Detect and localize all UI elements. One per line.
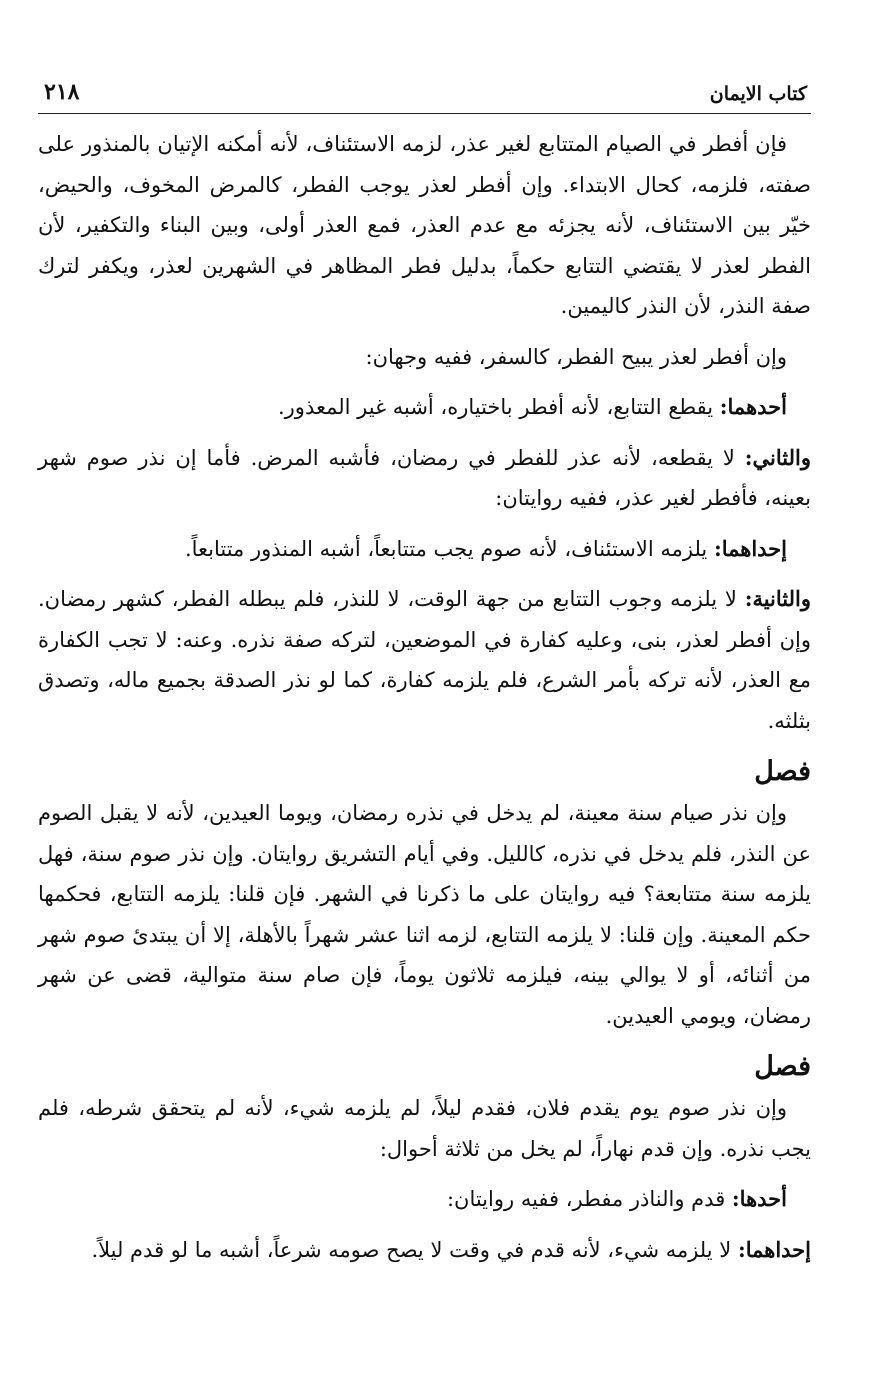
paragraph-text: يلزمه الاستئناف، لأنه صوم يجب متتابعاً، أشبه المنذور متتابعاً. <box>184 536 708 561</box>
paragraph-term: أحدها: <box>731 1186 787 1211</box>
running-title: كتاب الايمان <box>709 83 807 105</box>
paragraph-term: إحداهما: <box>713 535 787 561</box>
paragraph: وإن نذر صوم يوم يقدم فلان، فقدم ليلاً، لم يلزمه شيء، لأنه لم يتحقق شرطه، فلم يجب نذره. وإن قدم نهاراً، لم يخل من ثلاثة أحوال: <box>38 1096 811 1161</box>
paragraph <box>38 1230 811 1271</box>
section-heading: فصل <box>754 756 811 787</box>
paragraph: وإن نذر صيام سنة معينة، لم يدخل في نذره رمضان، ويوما العيدين، لأنه لا يقبل الصوم عن النذر، فلم يدخل في نذره، كالليل. وفي أيام التشريق روايتان. وإن نذر صوم سنة، فهل يلزمه سنة متتابعة؟ فيه روايتان على ما ذكرنا في الشهر. فإن قلنا: يلزمه التتابع، فحكمها حكم المعينة. وإن قلنا: لا يلزمه التتابع، لزمه اثنا عشر شهراً بالأهلة، إلا أن يبتدئ صوم شهر من أثنائه، أو لا يوالي بينه، فيلزمه ثلاثون يوماً، فإن صام سنة متوالية، قضى عن شهر رمضان، ويومي العيدين. <box>38 801 811 1028</box>
page-header <box>38 62 811 114</box>
paragraph <box>38 387 811 428</box>
page-number: ٢١٨ <box>44 79 80 105</box>
paragraph <box>38 1179 811 1220</box>
paragraph-term: أحدهما: <box>719 394 787 419</box>
section-heading: فصل <box>754 1051 811 1082</box>
paragraph: فإن أفطر في الصيام المتتابع لغير عذر، لزمه الاستئناف، لأنه أمكنه الإتيان بالمنذور على صفته، فلزمه، كحال الابتداء. وإن أفطر لعذر يوجب الفطر، كالمرض المخوف، والحيض، خيّر بين الاستئناف، لأنه يجزئه مع عدم العذر، فمع العذر أولى، وبين البناء والتكفير، لأن الفطر لعذر لا يقتضي التتابع حكماً، بدليل فطر المظاهر في الشهرين لعذر، ويكفر لترك صفة النذر، لأن النذر كاليمين. <box>38 132 811 318</box>
paragraph <box>38 438 811 519</box>
paragraph <box>38 529 811 570</box>
paragraph-text: يقطع التتابع، لأنه أفطر باختياره، أشبه غير المعذور. <box>277 395 714 419</box>
paragraph: وإن أفطر لعذر يبيح الفطر، كالسفر، ففيه وجهان: <box>365 344 787 369</box>
page-body <box>38 114 811 1270</box>
paragraph-text: لا يلزمه وجوب التتابع من جهة الوقت، لا للنذر، فلم يبطله الفطر، كشهر رمضان. وإن أفطر لعذر، بنى، وعليه كفارة في الموضعين، لتركه صفة نذره. وعنه: لا تجب الكفارة مع العذر، لأنه تركه بأمر الشرع، فلم يلزمه كفارة، كما لو نذر الصدقة بجميع ماله، وتصدق بثلثه. <box>38 587 811 733</box>
paragraph-term: والثاني: <box>744 444 811 470</box>
paragraph <box>38 579 811 741</box>
paragraph-text: قدم والناذر مفطر، ففيه روايتان: <box>446 1187 726 1211</box>
paragraph-term: والثانية: <box>744 586 811 611</box>
paragraph-text: لا يقطعه، لأنه عذر للفطر في رمضان، فأشبه المرض. فأما إن نذر صوم شهر بعينه، فأفطر لغير عذر، ففيه روايتان: <box>38 445 811 510</box>
paragraph-text: لا يلزمه شيء، لأنه قدم في وقت لا يصح صومه شرعاً، أشبه ما لو قدم ليلاً. <box>91 1237 732 1262</box>
paragraph-term: إحداهما: <box>737 1236 811 1262</box>
